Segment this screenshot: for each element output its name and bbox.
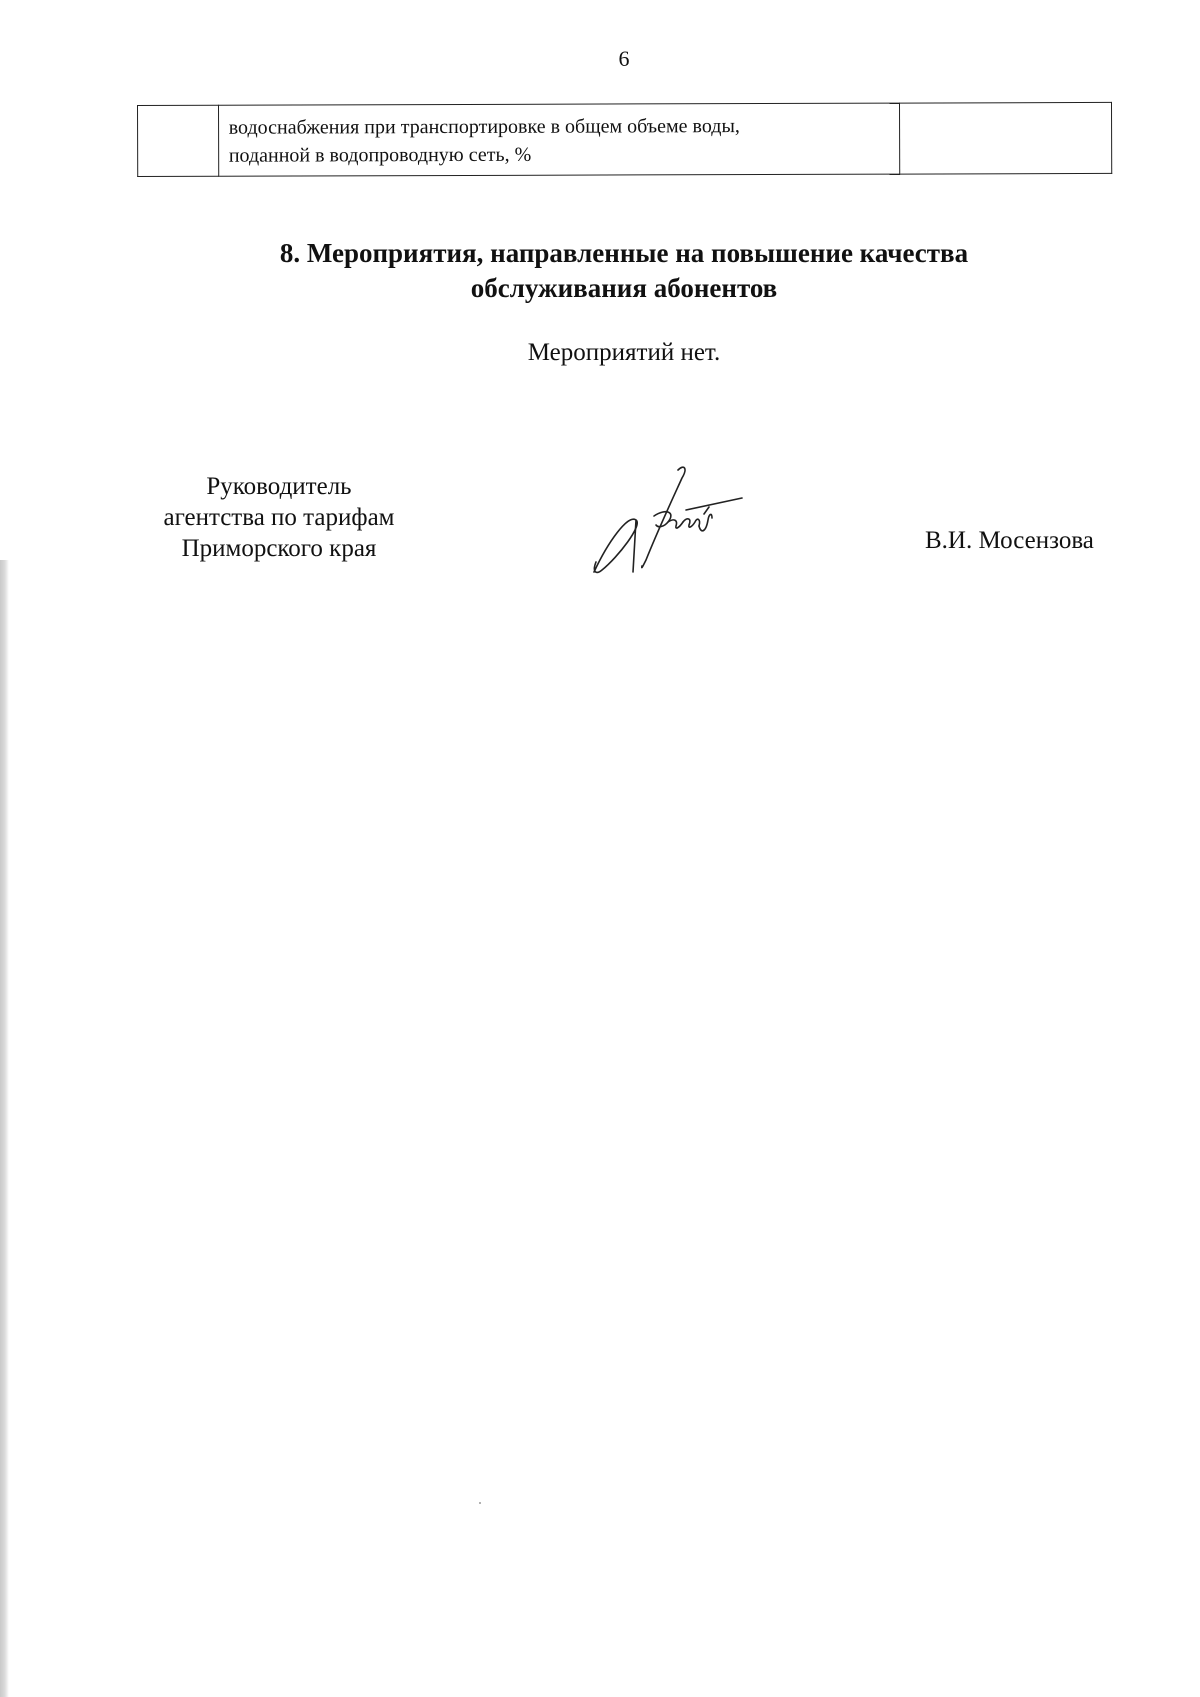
section-heading [0,236,1200,306]
signer-name: В.И. Мосензова [925,527,1094,554]
scan-edge-shadow [0,560,9,1697]
section-heading-line: 8. Мероприятия, направленные на повышение качества [279,238,969,268]
continuation-table [137,102,1112,177]
signer-position-line: агентства по тарифам [163,504,395,531]
signer-position-line: Приморского края [181,535,377,562]
table-cell-description-line: водоснабжения при транспортировке в общем объеме воды, [228,115,740,139]
section-body-text: Мероприятий нет. [527,339,721,366]
section-heading-line: обслуживания абонентов [470,273,778,303]
table-row [138,102,1112,176]
scan-speck [479,1502,481,1504]
table-cell-description-line: поданной в водопроводную сеть, % [228,143,532,167]
handwritten-signature [588,462,748,577]
table-cell-value [900,102,1112,174]
table-cell-number [138,105,219,176]
table-cell-description [218,103,900,176]
page-number: 6 [618,46,630,71]
signer-position-line: Руководитель [206,473,352,500]
signer-position [138,471,420,564]
